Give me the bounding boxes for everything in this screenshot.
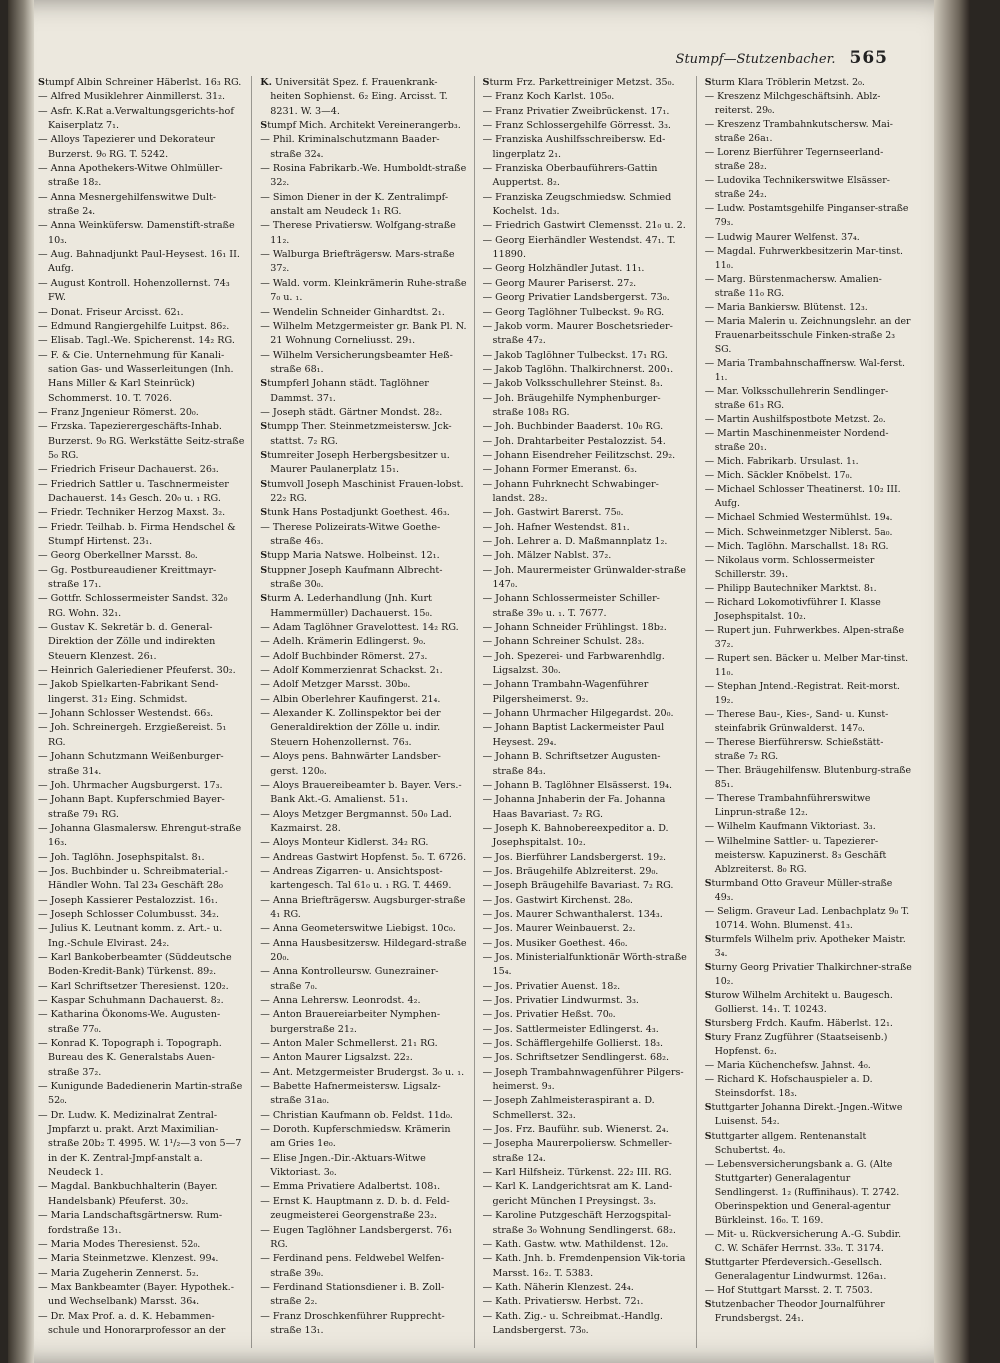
directory-entry: — Asfr. K.Rat a.Verwaltungsgerichts-hof Kaiserplatz 7₁. xyxy=(38,105,234,132)
directory-entry: — Jos. Schriftsetzer Sendlingerst. 68₂. xyxy=(482,1052,670,1064)
directory-entry: — Martin Aushilfspostbote Metzst. 2₀. xyxy=(704,414,886,426)
directory-entry: — Franz Droschkenführer Rupprecht-straße 13₁. xyxy=(260,1310,445,1336)
directory-entry: — Anna Kontrolleursw. Gunezrainer-straße 7₀. xyxy=(260,966,439,992)
directory-entry: — Gg. Postbureaudiener Kreittmayr-straße 17₁. xyxy=(38,564,217,591)
directory-entry: — Adolf Metzger Marsst. 30b₀. xyxy=(260,679,411,691)
directory-entry: — Jos. Schäfflergehilfe Gollierst. 18₃. xyxy=(482,1038,664,1050)
directory-entry: — Karl Bankoberbeamter (Süddeutsche Boden-Kredit-Bank) Türkenst. 89₂. xyxy=(38,951,232,978)
directory-entry: — Georg Taglöhner Tulbeckst. 9₀ RG. xyxy=(482,306,665,318)
directory-entry: — Lorenz Bierführer Tegernseerland-straße 28₂. xyxy=(704,147,884,173)
directory-entry: — Lebensversicherungsbank a. G. (Alte Stuttgarter) Generalagentur Sendlingerst. 1₂ (Ruffinihaus). T. 2742. Oberinspektion und General-agentur Bürkleinst. 16₀. T. 169. xyxy=(704,1158,900,1226)
directory-entry: — Johann Schlossermeister Schiller-straße 39₀ u. ₁. T. 7677. xyxy=(482,593,660,619)
directory-entry: Sturny Georg Privatier Thalkirchner-straße 10₂. xyxy=(704,961,912,987)
directory-entry: — Johann Eisendreher Feilitzschst. 29₂. xyxy=(482,449,676,461)
directory-entry: — Jos. Buchbinder u. Schreibmaterial.-Händler Wohn. Tal 23₄ Geschäft 28₀ xyxy=(38,865,228,892)
directory-entry: — Adelh. Krämerin Edlingerst. 9₀. xyxy=(260,636,426,648)
directory-entry: — Georg Holzhändler Jutast. 11₁. xyxy=(482,263,645,275)
directory-entry: — Kreszenz Milchgeschäftsinh. Ablz-reiterst. 29₀. xyxy=(704,91,881,117)
directory-entry: — Joh. Hafner Westendst. 81₁. xyxy=(482,521,630,533)
directory-entry: Sturmband Otto Graveur Müller-straße 49₃. xyxy=(704,877,893,903)
directory-entry: — Joh. Schreinergeh. Erzgießereist. 5₁ RG. xyxy=(38,722,227,748)
directory-entry: — Ferdinand Stationsdiener i. B. Zoll-straße 2₂. xyxy=(260,1281,445,1308)
directory-columns xyxy=(38,76,918,1348)
directory-entry: — Joh. Taglöhn. Josephspitalst. 8₁. xyxy=(38,851,205,863)
directory-entry: Sturm Frz. Parkettreiniger Metzst. 35₀. xyxy=(482,77,675,88)
directory-entry: — Friedr. Techniker Herzog Maxst. 3₂. xyxy=(38,507,226,519)
directory-entry: — Mich. Fabrikarb. Ursulast. 1₁. xyxy=(704,456,859,468)
directory-entry: Stursberg Frdch. Kaufm. Häberlst. 12₁. xyxy=(704,1018,893,1030)
directory-entry: — Maria Bankiersw. Blütenst. 12₃. xyxy=(704,301,868,313)
directory-entry: — Maria Steinmetzwe. Klenzest. 99₄. xyxy=(38,1253,219,1265)
directory-entry: — Anna Mesnergehilfenswitwe Dult-straße 2₄. xyxy=(38,191,217,218)
directory-entry: — Franz Privatier Zweibrückenst. 17₁. xyxy=(482,105,670,117)
directory-entry: — Georg Privatier Landsbergerst. 73₀. xyxy=(482,292,670,304)
directory-entry: — Christian Kaufmann ob. Feldst. 11d₀. xyxy=(260,1109,453,1121)
directory-entry: — Joh. Maurermeister Grünwalder-straße 147₀. xyxy=(482,564,686,591)
book-spine xyxy=(8,0,34,1363)
directory-entry: — Johann Baptist Lackermeister Paul Heysest. 29₄. xyxy=(482,722,665,748)
directory-entry: — Mich. Schweinmetzger Niblerst. 5a₀. xyxy=(704,526,893,538)
directory-entry: — Karl Hilfsheiz. Türkenst. 22₂ III. RG. xyxy=(482,1167,672,1179)
directory-entry: — Heinrich Galeriediener Pfeuferst. 30₂. xyxy=(38,665,236,677)
directory-entry: — Ther. Bräugehilfensw. Blutenburg-straße 85₁. xyxy=(704,765,912,791)
directory-entry: Sturmfels Wilhelm priv. Apotheker Maistr. 3₄. xyxy=(704,933,906,959)
directory-entry: — Joh. Mälzer Nablst. 37₂. xyxy=(482,550,612,562)
directory-entry: — Johann Schneider Frühlingst. 18b₂. xyxy=(482,622,667,634)
directory-entry: — Maria Landschaftsgärtnersw. Rum-fordstraße 13₁. xyxy=(38,1210,223,1236)
directory-entry: — Adolf Kommerzienrat Schackst. 2₁. xyxy=(260,665,443,677)
directory-entry: — Johann Bapt. Kupferschmied Bayer-straße 79₁ RG. xyxy=(38,794,225,820)
directory-entry: — Kreszenz Trambahnkutschersw. Mai-straße 26a₁. xyxy=(704,119,893,145)
directory-entry: — Aloys Metzger Bergmannst. 50₀ Lad. Kazmairst. 28. xyxy=(260,808,452,834)
directory-entry: — August Kontroll. Hohenzollernst. 74₃ FW. xyxy=(38,277,230,304)
directory-entry: — Eugen Taglöhner Landsbergerst. 76₁ RG. xyxy=(260,1224,453,1250)
directory-entry: — Anna Geometerswitwe Liebigst. 10c₀. xyxy=(260,923,456,935)
directory-entry: — Alexander K. Zollinspektor bei der Generaldirektion der Zölle u. indir. Steuern Hohenzollernst. 76₃. xyxy=(260,708,441,748)
directory-entry: — Wilhelm Kaufmann Viktoriast. 3₃. xyxy=(704,821,876,833)
directory-entry: — Johanna Glasmalersw. Ehrengut-straße 16₃. xyxy=(38,822,242,849)
directory-entry: — Elisab. Tagl.-We. Spicherenst. 14₂ RG. xyxy=(38,335,235,347)
directory-entry: — Joseph städt. Gärtner Mondst. 28₂. xyxy=(260,406,443,418)
directory-entry: — Georg Maurer Pariserst. 27₂. xyxy=(482,277,637,289)
directory-entry: — Phil. Kriminalschutzmann Baader-straße 32₄. xyxy=(260,134,440,160)
directory-entry: — Walburga Briefträgersw. Mars-straße 37₂. xyxy=(260,249,455,275)
directory-entry: — Jos. Privatier Heßst. 70₀. xyxy=(482,1009,616,1021)
directory-entry: — Kath. Jnh. b. Fremdenpension Vik-toria Marsst. 16₂. T. 5383. xyxy=(482,1253,686,1279)
header-name-range: Stumpf—Stutzenbacher. xyxy=(675,52,836,67)
directory-entry: — Friedr. Teilhab. b. Firma Hendschel & Stumpf Hirtenst. 23₁. xyxy=(38,521,236,547)
directory-entry: — Josepha Maurerpoliersw. Schmeller-straße 12₄. xyxy=(482,1138,672,1164)
directory-entry: — Friedrich Friseur Dachauerst. 26₃. xyxy=(38,464,219,476)
directory-entry: — Jos. Privatier Auenst. 18₂. xyxy=(482,980,621,992)
directory-entry: — Johann Former Emeranst. 6₃. xyxy=(482,464,638,476)
directory-entry: — Georg Oberkellner Marsst. 8₀. xyxy=(38,550,198,562)
directory-entry: — Franziska Oberbauführers-Gattin Auppertst. 8₂. xyxy=(482,163,658,189)
directory-entry: — Richard Lokomotivführer I. Klasse Josephspitalst. 10₂. xyxy=(704,596,881,622)
directory-entry: — Mich. Säckler Knöbelst. 17₀. xyxy=(704,470,853,482)
directory-entry: — Anna Briefträgersw. Augsburger-straße 4₁ RG. xyxy=(260,894,466,920)
directory-entry: — Johanna Jnhaberin der Fa. Johanna Haas Bavariast. 7₂ RG. xyxy=(482,794,666,820)
directory-entry: Stuttgarter allgem. Rentenanstalt Schubertst. 4₀. xyxy=(704,1130,867,1156)
directory-entry: — Maria Zugeherin Zennerst. 5₂. xyxy=(38,1267,199,1279)
directory-entry: — Hof Stuttgart Marsst. 2. T. 7503. xyxy=(704,1285,873,1297)
page-edge xyxy=(934,0,970,1363)
directory-entry: — Joh. Spezerei- und Farbwarenhdlg. Ligsalzst. 30₀. xyxy=(482,650,665,677)
directory-entry: — Ludw. Postamtsgehilfe Pinganser-straße 79₃. xyxy=(704,203,909,229)
directory-entry: — Katharina Ökonoms-We. Augusten-straße 77₀. xyxy=(38,1009,221,1035)
directory-entry: — Johann Schlosser Westendst. 66₃. xyxy=(38,708,214,720)
directory-entry: — Maria Malerin u. Zeichnungslehr. an der Frauenarbeitsschule Finken-straße 2₃ SG. xyxy=(704,315,911,355)
directory-entry: — Friedrich Sattler u. Taschnermeister Dachauerst. 14₃ Gesch. 20₀ u. ₁ RG. xyxy=(38,478,229,504)
directory-entry: — Joseph Schlosser Columbusst. 34₂. xyxy=(38,908,220,920)
directory-entry: — Anna Apothekers-Witwe Ohlmüller-straße 18₂. xyxy=(38,163,223,189)
directory-entry: — Jos. Gastwirt Kirchenst. 28₀. xyxy=(482,894,633,906)
directory-entry: Stumvoll Joseph Maschinist Frauen-lobst. 22₂ RG. xyxy=(260,478,464,504)
directory-entry: — Konrad K. Topograph i. Topograph. Bureau des K. Generalstabs Auen-straße 37₂. xyxy=(38,1038,222,1078)
directory-entry: — Michael Schmied Westermühlst. 19₄. xyxy=(704,512,893,524)
directory-entry: Stupp Maria Natswe. Holbeinst. 12₁. xyxy=(260,550,440,562)
directory-entry: — Adam Taglöhner Gravelottest. 14₂ RG. xyxy=(260,622,459,634)
directory-entry: — Rosina Fabrikarb.-We. Humboldt-straße 32₂. xyxy=(260,163,467,189)
directory-entry: — Johann Fuhrknecht Schwabinger-landst. 28₂. xyxy=(482,478,659,504)
directory-entry: — Maria Küchenchefsw. Jahnst. 4₀. xyxy=(704,1060,871,1072)
directory-entry: — Jakob Volksschullehrer Steinst. 8₃. xyxy=(482,378,663,390)
directory-entry: — Johann Trambahn-Wagenführer Pilgersheimerst. 9₂. xyxy=(482,679,649,705)
column-4 xyxy=(705,76,918,1348)
directory-entry: — Karl Schriftsetzer Theresienst. 120₂. xyxy=(38,980,229,992)
directory-entry: — Edmund Rangiergehilfe Luitpst. 86₂. xyxy=(38,320,230,332)
directory-entry: — Joseph Trambahnwagenführer Pilgers-heimerst. 9₃. xyxy=(482,1066,684,1093)
directory-entry: — Aloys Brauereibeamter b. Bayer. Vers.-Bank Akt.-G. Amalienst. 51₁. xyxy=(260,779,462,806)
column-2 xyxy=(260,76,474,1348)
directory-entry: — Jos. Maurer Weinbauerst. 2₂. xyxy=(482,923,636,935)
directory-entry: K. Universität Spez. f. Frauenkrank-heiten Sophienst. 6₂ Eing. Arcisst. T. 8231. W. 3—4. xyxy=(260,77,448,117)
directory-entry: — Simon Diener in der K. Zentralimpf-anstalt am Neudeck 1₁ RG. xyxy=(260,191,449,218)
directory-entry: — Richard K. Hofschauspieler a. D. Steinsdorfst. 18₃. xyxy=(704,1074,873,1100)
directory-entry: — Andreas Zigarren- u. Ansichtspost-kartengesch. Tal 61₀ u. ₁ RG. T. 4469. xyxy=(260,865,452,892)
directory-entry: — Franz Koch Karlst. 105₀. xyxy=(482,91,615,103)
directory-entry: — Rupert jun. Fuhrwerkbes. Alpen-straße 37₂. xyxy=(704,624,905,650)
directory-entry: — Karl K. Landgerichtsrat am K. Land-gericht München I Preysingst. 3₃. xyxy=(482,1181,673,1207)
directory-entry: — Ernst K. Hauptmann z. D. b. d. Feld-zeugmeisterei Georgenstraße 23₂. xyxy=(260,1195,450,1222)
directory-entry: — Johann Uhrmacher Hilgegardst. 20₀. xyxy=(482,708,674,720)
directory-entry: — Johann B. Taglöhner Elsässerst. 19₄. xyxy=(482,779,673,791)
directory-entry: — Anna Weinküfersw. Damenstift-straße 10₃. xyxy=(38,220,235,246)
directory-entry: — Rupert sen. Bäcker u. Melber Mar-tinst. 11₀. xyxy=(704,652,909,678)
directory-entry: — Anton Brauereiarbeiter Nymphen-burgerstraße 21₂. xyxy=(260,1009,441,1035)
directory-page xyxy=(8,0,970,1363)
directory-entry: — Joseph K. Bahnobereexpeditor a. D. Josephspitalst. 10₂. xyxy=(482,822,669,849)
directory-entry: — Alfred Musiklehrer Ainmillerst. 31₂. xyxy=(38,91,225,103)
directory-entry: — Aug. Bahnadjunkt Paul-Heysest. 16₁ II. Aufg. xyxy=(38,249,240,275)
directory-entry: — Kunigunde Badedienerin Martin-straße 52₀. xyxy=(38,1081,243,1107)
directory-entry: — Jos. Maurer Schwanthalerst. 134₃. xyxy=(482,908,663,920)
directory-entry: — Ant. Metzgermeister Brudergst. 3₀ u. ₁. xyxy=(260,1066,465,1078)
column-1 xyxy=(38,76,252,1348)
directory-entry: — Stephan Jntend.-Registrat. Reit-morst. 19₂. xyxy=(704,681,900,707)
directory-entry: — Babette Hafnermeistersw. Ligsalz-straße 31a₀. xyxy=(260,1081,441,1107)
directory-entry: — Joseph Bräugehilfe Bavariast. 7₂ RG. xyxy=(482,880,674,892)
directory-entry: — Therese Polizeirats-Witwe Goethe-straße 46₃. xyxy=(260,521,441,547)
directory-entry: — Wendelin Schneider Ginhardtst. 2₁. xyxy=(260,306,445,318)
directory-entry: — Michael Schlosser Theatinerst. 10₂ III. Aufg. xyxy=(704,484,901,510)
directory-entry: — Philipp Bautechniker Marktst. 8₁. xyxy=(704,582,877,594)
directory-entry: — Wilhelm Metzgermeister gr. Bank Pl. N. 21 Wohnung Corneliusst. 29₁. xyxy=(260,320,467,347)
directory-entry: Sturm A. Lederhandlung (Jnh. Kurt Hammermüller) Dachauerst. 15₀. xyxy=(260,593,433,619)
directory-entry: — Jakob Spielkarten-Fabrikant Send-lingerst. 31₂ Eing. Schmidst. xyxy=(38,679,219,705)
directory-entry: — Emma Privatiere Adalbertst. 108₁. xyxy=(260,1181,441,1193)
page-header xyxy=(676,48,888,68)
directory-entry: Stumpf Mich. Architekt Vereinerangerb₃. xyxy=(260,120,461,132)
directory-entry: — Doroth. Kupferschmiedsw. Krämerin am Gries 1e₀. xyxy=(260,1124,451,1150)
directory-entry: — Karoline Putzgeschäft Herzogspital-straße 3₀ Wohnung Sendlingerst. 68₂. xyxy=(482,1210,676,1236)
directory-entry: — Therese Trambahnführerswitwe Linprun-straße 12₂. xyxy=(704,793,871,819)
directory-entry: — F. & Cie. Unternehmung für Kanali-sation Gas- und Wasserleitungen (Inh. Hans Miller & Karl Steinrück) Schommerst. 10. T. 7026. xyxy=(38,349,234,404)
directory-entry: — Joh. Bräugehilfe Nymphenburger-straße 108₃ RG. xyxy=(482,392,661,418)
directory-entry: — Andreas Gastwirt Hopfenst. 5₀. T. 6726. xyxy=(260,851,467,863)
directory-entry: — Franz Jngenieur Römerst. 20₀. xyxy=(38,406,199,418)
directory-entry: — Jos. Frz. Bauführ. sub. Wienerst. 2₄. xyxy=(482,1124,669,1136)
directory-entry: Sturm Klara Tröblerin Metzst. 2₀. xyxy=(704,77,865,88)
directory-entry: — Magdal. Fuhrwerkbesitzerin Mar-tinst. 11₀. xyxy=(704,245,903,271)
directory-entry: — Franziska Aushilfsschreibersw. Ed-lingerplatz 2₁. xyxy=(482,134,666,160)
directory-entry: — Mich. Taglöhn. Marschallst. 18₁ RG. xyxy=(704,540,889,552)
directory-entry: — Kath. Gastw. wtw. Mathildenst. 12₀. xyxy=(482,1238,669,1250)
page-number: 565 xyxy=(849,48,888,68)
directory-entry: — Joh. Uhrmacher Augsburgerst. 17₃. xyxy=(38,779,223,791)
directory-entry: — Jos. Bräugehilfe Ablzreiterst. 29₀. xyxy=(482,865,659,877)
directory-entry: — Elise Jngen.-Dir.-Aktuars-Witwe Viktoriast. 3₀. xyxy=(260,1152,426,1179)
directory-entry: — Joh. Lehrer a. D. Maßmannplatz 1₂. xyxy=(482,536,668,547)
directory-entry: — Gottfr. Schlossermeister Sandst. 32₀ RG. Wohn. 32₁. xyxy=(38,593,228,619)
directory-entry: — Joseph Kassierer Pestalozzist. 16₁. xyxy=(38,894,218,906)
directory-entry: — Albin Oberlehrer Kaufingerst. 21₄. xyxy=(260,693,441,705)
directory-entry: — Therese Privatiersw. Wolfgang-straße 11₂. xyxy=(260,220,456,246)
directory-entry: — Aloys pens. Bahnwärter Landsber-gerst. 120₀. xyxy=(260,751,441,777)
directory-entry: — Martin Maschinenmeister Nordend-straße 20₁. xyxy=(704,428,889,454)
directory-entry: — Kath. Näherin Klenzest. 24₄. xyxy=(482,1281,634,1293)
directory-entry: Stuttgarter Pferdeversich.-Gesellsch. Generalagentur Lindwurmst. 126a₁. xyxy=(704,1256,887,1282)
directory-entry: — Kaspar Schuhmann Dachauerst. 8₂. xyxy=(38,995,224,1006)
directory-entry: — Frzska. Tapezierergeschäfts-Inhab. Burzerst. 9₀ RG. Werkstätte Seitz-straße 5₀ RG. xyxy=(38,421,245,461)
directory-entry: — Franz Schlossergehilfe Görresst. 3₃. xyxy=(482,120,671,132)
directory-entry: — Joh. Gastwirt Barerst. 75₀. xyxy=(482,507,624,519)
directory-entry: — Anna Hausbesitzersw. Hildegard-straße 20₀. xyxy=(260,937,467,963)
directory-entry: — Jos. Bierführer Landsbergerst. 19₂. xyxy=(482,851,667,863)
directory-entry: — Therese Bierführersw. Schießstätt-straße 7₂ RG. xyxy=(704,737,884,763)
directory-entry: — Wilhelmine Sattler- u. Tapezierer-meistersw. Kapuzinerst. 8₃ Geschäft Ablzreiterst. 8₀ RG. xyxy=(704,835,887,875)
directory-entry: — Ludovika Technikerswitwe Elsässer-straße 24₂. xyxy=(704,175,890,201)
directory-entry: — Johann Schutzmann Weißenburger-straße 31₄. xyxy=(38,751,224,777)
directory-entry: — Kath. Privatiersw. Herbst. 72₁. xyxy=(482,1296,644,1308)
directory-entry: — Kath. Zig.- u. Schreibmat.-Handlg. Landsbergerst. 73₀. xyxy=(482,1310,663,1336)
directory-entry: — Joh. Buchbinder Baaderst. 10₀ RG. xyxy=(482,421,664,433)
directory-entry: — Max Bankbeamter (Bayer. Hypothek.- und Wechselbank) Marsst. 36₄. xyxy=(38,1281,234,1308)
directory-entry: — Therese Bau-, Kies-, Sand- u. Kunst-steinfabrik Grünwalderst. 147₀. xyxy=(704,709,889,735)
directory-entry: — Joseph Zahlmeisteraspirant a. D. Schmellerst. 32₃. xyxy=(482,1095,655,1121)
directory-entry: — Jos. Sattlermeister Edlingerst. 4₃. xyxy=(482,1023,659,1035)
directory-entry: — Donat. Friseur Arcisst. 62₁. xyxy=(38,306,184,318)
directory-entry: — Seligm. Graveur Lad. Lenbachplatz 9₀ T. 10714. Wohn. Blumenst. 41₃. xyxy=(704,905,910,931)
directory-entry: — Maria Modes Theresienst. 52₀. xyxy=(38,1238,201,1250)
directory-entry: Stuttgarter Johanna Direkt.-Jngen.-Witwe Luisenst. 54₂. xyxy=(704,1102,903,1128)
directory-entry: — Ferdinand pens. Feldwebel Welfen-straße 39₀. xyxy=(260,1253,445,1279)
directory-entry: — Friedrich Gastwirt Clemensst. 21₀ u. 2. xyxy=(482,220,686,232)
directory-entry: — Ludwig Maurer Welfenst. 37₄. xyxy=(704,231,860,243)
directory-entry: Stury Franz Zugführer (Staatseisenb.) Hopfenst. 6₂. xyxy=(704,1032,888,1058)
directory-entry: — Gustav K. Sekretär b. d. General-Direktion der Zölle und indirekten Steuern Klenzest. 26₁. xyxy=(38,622,216,662)
directory-entry: — Wald. vorm. Kleinkrämerin Ruhe-straße 7₀ u. ₁. xyxy=(260,277,467,304)
directory-entry: Stumpp Ther. Steinmetzmeistersw. Jck-stattst. 7₂ RG. xyxy=(260,421,452,447)
directory-entry: — Georg Eierhändler Westendst. 47₁. T. 11890. xyxy=(482,234,676,261)
directory-entry: — Alloys Tapezierer und Dekorateur Burzerst. 9₀ RG. T. 5242. xyxy=(38,134,215,160)
directory-entry: — Mit- u. Rückversicherung A.-G. Subdir. C. W. Schäfer Herrnst. 33₀. T. 3174. xyxy=(704,1228,902,1254)
directory-entry: — Dr. Max Prof. a. d. K. Hebammen-schule und Honorarprofessor an der xyxy=(38,1310,226,1336)
directory-entry: Stunk Hans Postadjunkt Goethest. 46₃. xyxy=(260,507,450,519)
directory-entry: — Aloys Monteur Kidlerst. 34₂ RG. xyxy=(260,837,429,849)
directory-entry: — Julius K. Leutnant komm. z. Art.- u. Ing.-Schule Elvirast. 24₂. xyxy=(38,923,223,949)
directory-entry: — Anton Maler Schmellerst. 21₁ RG. xyxy=(260,1038,438,1050)
directory-entry: — Wilhelm Versicherungsbeamter Heß-straße 68₁. xyxy=(260,349,453,375)
directory-entry: — Jakob vorm. Maurer Boschetsrieder-straße 47₂. xyxy=(482,320,673,347)
directory-entry: — Jos. Ministerialfunktionär Wörth-straße 15₄. xyxy=(482,951,687,978)
directory-entry: Stumpf Albin Schreiner Häberlst. 16₃ RG. xyxy=(38,77,242,88)
directory-entry: — Magdal. Bankbuchhalterin (Bayer. Handelsbank) Pfeuferst. 30₂. xyxy=(38,1181,218,1207)
directory-entry: — Maria Trambahnschaffnersw. Wal-ferst. 1₁. xyxy=(704,357,905,383)
directory-entry: Stutzenbacher Theodor Journalführer Frundsbergst. 24₁. xyxy=(704,1299,885,1325)
directory-entry: — Johann Schreiner Schulst. 28₃. xyxy=(482,636,645,648)
directory-entry: — Jakob Taglöhner Tulbeckst. 17₁ RG. xyxy=(482,349,668,361)
directory-entry: — Nikolaus vorm. Schlossermeister Schillerstr. 39₁. xyxy=(704,554,875,580)
directory-entry: — Franziska Zeugschmiedsw. Schmied Kochelst. 1d₃. xyxy=(482,191,672,218)
directory-entry: — Anton Maurer Ligsalzst. 22₂. xyxy=(260,1052,413,1064)
directory-entry: — Marg. Bürstenmachersw. Amalien-straße 11₀ RG. xyxy=(704,273,882,299)
directory-entry: Stuppner Joseph Kaufmann Albrecht-straße 30₀. xyxy=(260,564,443,591)
directory-entry: — Dr. Ludw. K. Medizinalrat Zentral-Jmpfarzt u. prakt. Arzt Maximilian-straße 20b₂ T. 4995. W. 1¹/₂—3 von 5—7 in der K. Zentral-Jmpf-anstalt a. Neudeck 1. xyxy=(38,1109,242,1179)
directory-entry: Stumpferl Johann städt. Taglöhner Dammst. 37₁. xyxy=(260,378,429,404)
directory-entry: — Anna Lehrersw. Leonrodst. 4₂. xyxy=(260,995,421,1006)
directory-entry: — Johann B. Schriftsetzer Augusten-straße 84₃. xyxy=(482,751,661,777)
directory-entry: — Joh. Drahtarbeiter Pestalozzist. 54. xyxy=(482,435,666,447)
directory-entry: — Jakob Taglöhn. Thalkirchnerst. 200₁. xyxy=(482,363,674,375)
directory-entry: — Mar. Volksschullehrerin Sendlinger-straße 61₃ RG. xyxy=(704,386,889,412)
column-3 xyxy=(483,76,697,1348)
directory-entry: — Jos. Musiker Goethest. 46₀. xyxy=(482,937,628,949)
directory-entry: Sturow Wilhelm Architekt u. Baugesch. Gollierst. 14₁. T. 10243. xyxy=(704,990,893,1016)
directory-entry: Stumreiter Joseph Herbergsbesitzer u. Maurer Paulanerplatz 15₁. xyxy=(260,449,450,476)
directory-entry: — Jos. Privatier Lindwurmst. 3₃. xyxy=(482,995,639,1006)
directory-entry: — Adolf Buchbinder Römerst. 27₃. xyxy=(260,650,428,662)
